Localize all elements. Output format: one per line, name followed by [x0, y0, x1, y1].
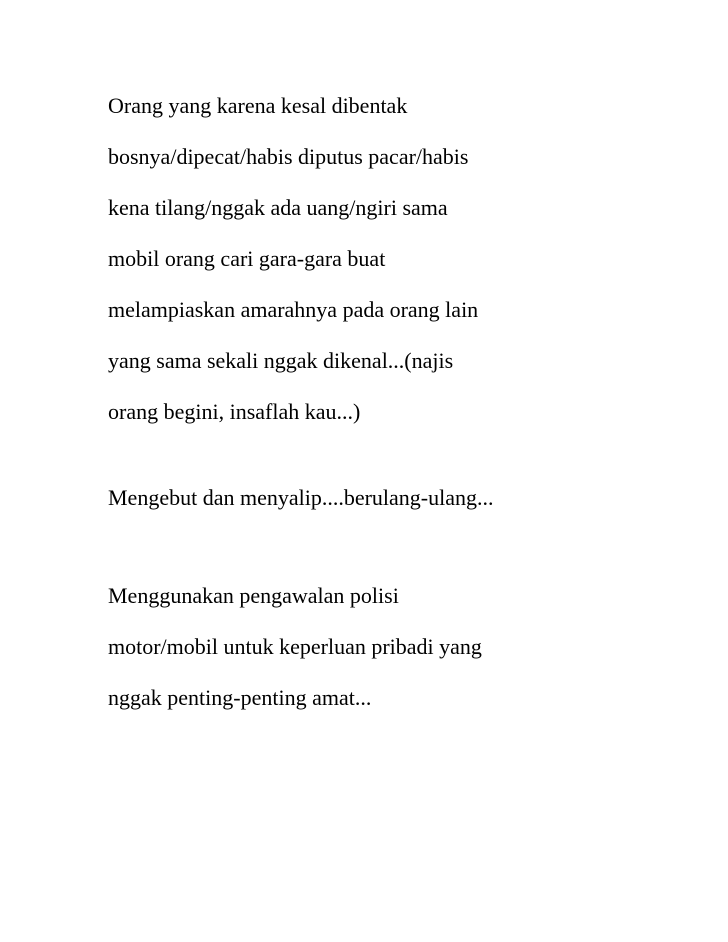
text-line: Mengebut dan menyalip....berulang-ulang... — [108, 485, 494, 510]
paragraph-police-escort — [108, 570, 668, 723]
text-line: kena tilang/nggak ada uang/ngiri sama — [108, 195, 448, 220]
text-line: orang begini, insaflah kau...) — [108, 399, 361, 424]
text-line: nggak penting-penting amat... — [108, 685, 372, 710]
paragraph-speeding — [108, 472, 668, 523]
text-line: yang sama sekali nggak dikenal...(najis — [108, 348, 454, 373]
text-line: mobil orang cari gara-gara buat — [108, 246, 386, 271]
text-line: motor/mobil untuk keperluan pribadi yang — [108, 634, 482, 659]
paragraph-road-rage — [108, 80, 668, 437]
text-line: Menggunakan pengawalan polisi — [108, 583, 399, 608]
text-line: melampiaskan amarahnya pada orang lain — [108, 297, 479, 322]
text-line: Orang yang karena kesal dibentak — [108, 93, 408, 118]
text-line: bosnya/dipecat/habis diputus pacar/habis — [108, 144, 469, 169]
